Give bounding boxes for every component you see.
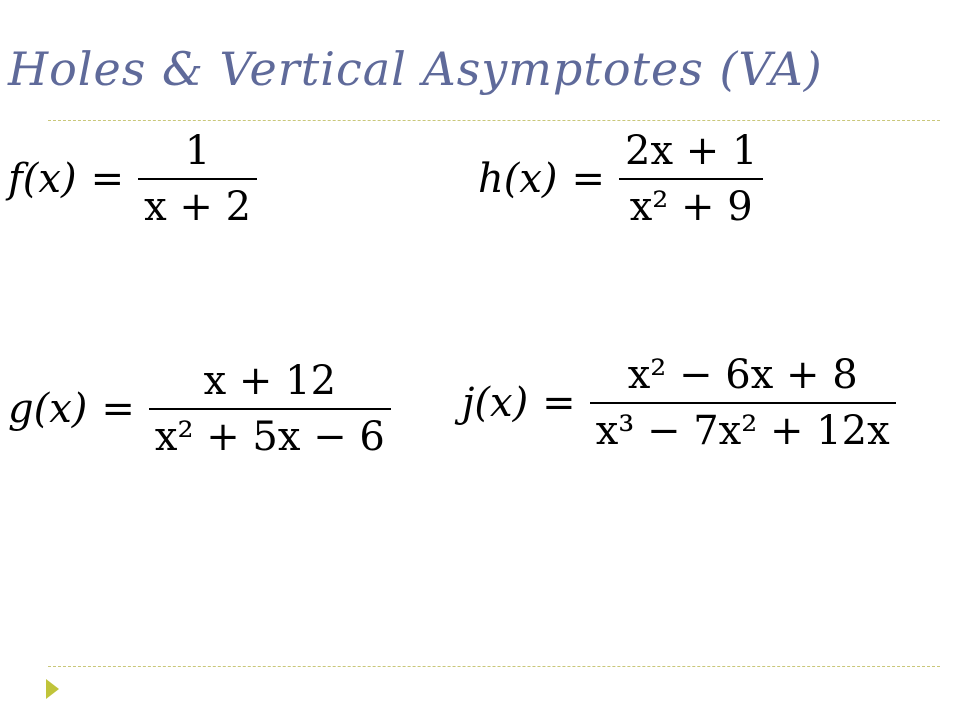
footer-divider	[48, 666, 940, 667]
equation-f-numerator: 1	[184, 128, 211, 174]
equation-g	[8, 358, 391, 460]
equation-h-lhs: h(x)	[478, 156, 558, 202]
equation-j	[462, 352, 896, 454]
equation-j-fraction	[590, 352, 896, 454]
equation-h	[478, 128, 763, 230]
equation-h-numerator: 2x + 1	[625, 128, 758, 174]
equation-g-denominator: x² + 5x − 6	[154, 414, 385, 460]
equation-j-numerator: x² − 6x + 8	[627, 352, 858, 398]
slide-title: Holes & Vertical Asymptotes (VA)	[8, 42, 823, 96]
equation-j-equals: =	[542, 380, 576, 426]
title-divider	[48, 120, 940, 121]
equation-f-lhs: f(x)	[8, 156, 77, 202]
equation-g-lhs: g(x)	[8, 386, 88, 432]
triangle-right-bullet-icon	[46, 679, 59, 699]
equation-f	[8, 128, 257, 230]
equation-h-equals: =	[571, 156, 606, 202]
equation-f-fraction	[138, 128, 257, 230]
equation-f-equals: =	[90, 156, 125, 202]
equation-j-denominator: x³ − 7x² + 12x	[595, 408, 890, 454]
equation-h-denominator: x² + 9	[629, 184, 753, 230]
equation-g-equals: =	[101, 386, 135, 432]
equation-g-fraction	[149, 358, 391, 460]
equation-f-denominator: x + 2	[144, 184, 252, 230]
equation-g-numerator: x + 12	[203, 358, 337, 404]
equation-j-lhs: j(x)	[462, 380, 529, 426]
equation-h-fraction	[619, 128, 763, 230]
